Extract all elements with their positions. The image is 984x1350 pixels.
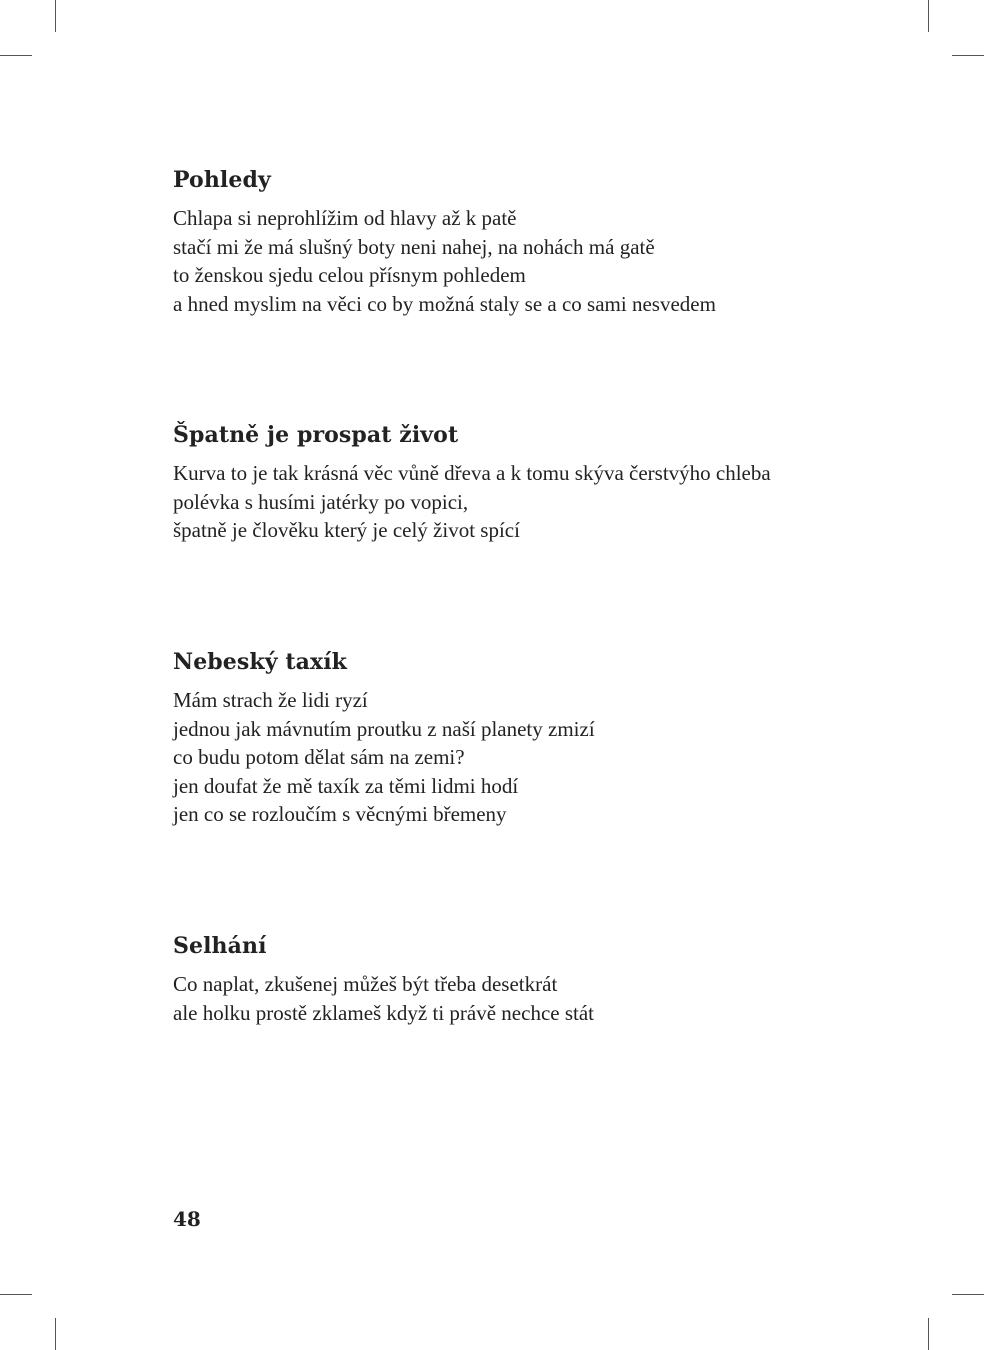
poem-nebesky-taxik bbox=[173, 648, 873, 829]
crop-mark-bottom-right-vertical bbox=[928, 1318, 929, 1350]
crop-mark-bottom-left-horizontal bbox=[0, 1294, 32, 1295]
crop-mark-top-right-horizontal bbox=[952, 55, 984, 56]
poem-line: jen doufat že mě taxík za těmi lidmi hodí bbox=[173, 773, 519, 798]
poem-title: Nebeský taxík bbox=[173, 649, 347, 675]
poem-line: špatně je člověku který je celý život spící bbox=[173, 518, 520, 542]
poem-line: Chlapa si neprohlížim od hlavy až k patě bbox=[173, 206, 517, 230]
poem-line: jen co se rozloučím s věcnými břemeny bbox=[173, 802, 507, 826]
crop-mark-top-right-vertical bbox=[928, 0, 929, 32]
poem-line: jednou jak mávnutím proutku z naší planety zmizí bbox=[173, 716, 595, 741]
crop-mark-bottom-left-vertical bbox=[55, 1318, 56, 1350]
poem-title: Selhání bbox=[173, 933, 267, 959]
poem-line: Kurva to je tak krásná věc vůně dřeva a k tomu skýva čerstvýho chleba bbox=[173, 461, 771, 485]
page-number: 48 bbox=[173, 1207, 201, 1231]
poem-pohledy bbox=[173, 166, 873, 318]
poem-line: a hned myslim na věci co by možná staly se a co sami nesvedem bbox=[173, 291, 716, 316]
poem-line: polévka s husími jatérky po vopici, bbox=[173, 489, 469, 514]
poem-line: Mám strach že lidi ryzí bbox=[173, 688, 368, 712]
poem-line: to ženskou sjedu celou přísnym pohledem bbox=[173, 263, 526, 287]
poem-line: Co naplat, zkušenej můžeš být třeba desetkrát bbox=[173, 972, 558, 996]
poem-spatne-je-prospat-zivot bbox=[173, 421, 873, 545]
poem-title: Špatně je prospat život bbox=[173, 422, 459, 448]
poem-line: stačí mi že má slušný boty neni nahej, na nohách má gatě bbox=[173, 234, 655, 259]
crop-mark-bottom-right-horizontal bbox=[952, 1294, 984, 1295]
poem-line: co budu potom dělat sám na zemi? bbox=[173, 745, 465, 769]
poem-selhani bbox=[173, 932, 873, 1027]
crop-mark-top-left-vertical bbox=[55, 0, 56, 32]
poem-title: Pohledy bbox=[173, 167, 271, 193]
crop-mark-top-left-horizontal bbox=[0, 55, 32, 56]
poem-line: ale holku prostě zklameš když ti právě nechce stát bbox=[173, 1000, 595, 1025]
